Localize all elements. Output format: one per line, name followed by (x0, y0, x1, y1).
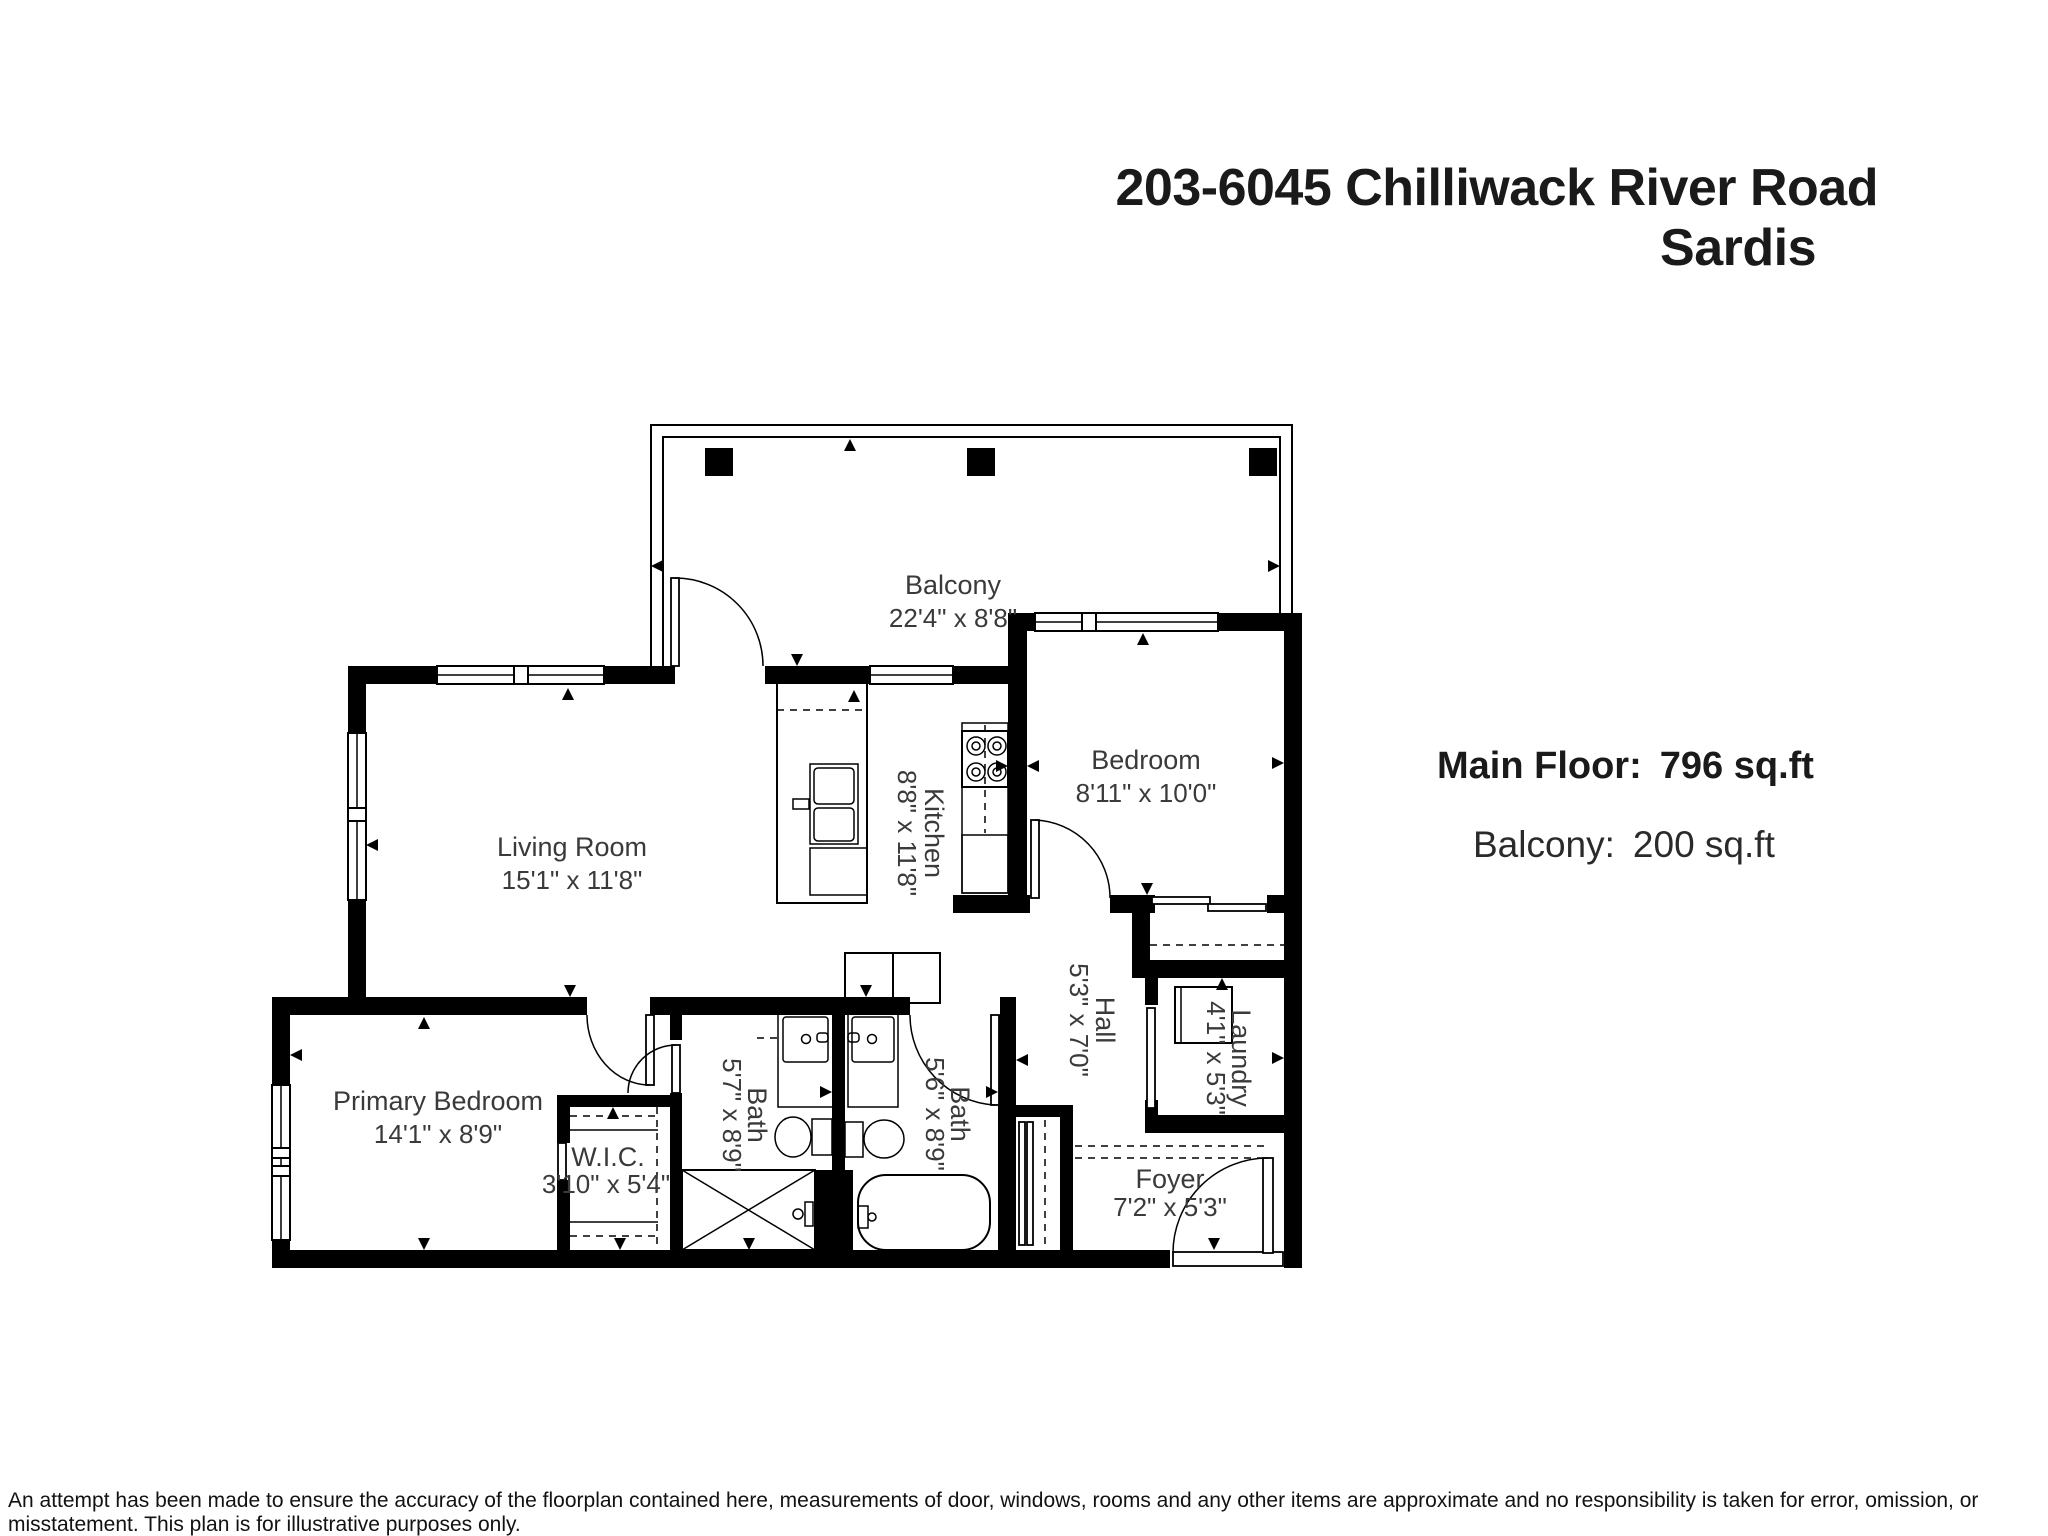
svg-text:Bedroom: Bedroom (1091, 745, 1201, 775)
balcony-label: Balcony: (1473, 824, 1615, 865)
main-floor-value: 796 sq.ft (1659, 745, 1814, 787)
primary-bedroom-window (272, 1085, 290, 1240)
svg-text:Foyer: Foyer (1135, 1164, 1205, 1194)
room-label-living-room (497, 832, 647, 895)
main-floor-area (1437, 745, 1814, 788)
faucet-icon (793, 799, 809, 809)
svg-text:3'10" x 5'4": 3'10" x 5'4" (541, 1169, 671, 1199)
svg-text:Primary Bedroom: Primary Bedroom (332, 1086, 544, 1116)
room-label-bedroom (1076, 745, 1217, 808)
foyer-closet-sliders (1019, 1120, 1045, 1245)
toilet-icon (775, 1117, 832, 1157)
balcony-post (705, 448, 733, 476)
svg-text:8'8" x 11'8": 8'8" x 11'8" (892, 769, 922, 897)
kitchen-counter (962, 723, 1008, 893)
balcony-area (1473, 824, 1775, 866)
vanity (848, 1013, 898, 1107)
foyer-dashed-lines (1075, 1146, 1265, 1158)
room-label-bath2 (920, 1057, 975, 1171)
svg-text:5'6" x 8'9": 5'6" x 8'9" (920, 1057, 950, 1171)
room-label-bath1 (717, 1058, 772, 1172)
bedroom-closet-sliders (1152, 897, 1266, 911)
kitchen-window-top (870, 666, 953, 684)
primary-bedroom-door (587, 1015, 654, 1085)
svg-text:5'3" x 7'0": 5'3" x 7'0" (1064, 963, 1094, 1077)
main-floor-label: Main Floor: (1437, 745, 1642, 787)
svg-text:Balcony: Balcony (904, 570, 1002, 600)
svg-text:Laundry: Laundry (1226, 1009, 1256, 1107)
sink-basin (783, 1017, 828, 1062)
living-room-window-top (437, 666, 604, 684)
address-line2: Sardis (1660, 219, 1816, 277)
room-label-foyer (1113, 1164, 1227, 1222)
svg-text:4'1" x 5'3": 4'1" x 5'3" (1201, 1001, 1231, 1115)
toilet-icon (845, 1120, 904, 1158)
svg-text:14'1" x 8'9": 14'1" x 8'9" (373, 1119, 503, 1149)
room-label-balcony (889, 570, 1017, 633)
room-label-hall (1064, 963, 1120, 1077)
balcony-door (671, 578, 763, 666)
svg-text:Hall: Hall (1090, 996, 1120, 1044)
bedroom-door (1031, 820, 1110, 898)
sink-basin (814, 768, 854, 804)
title-block (1116, 158, 1879, 278)
svg-text:W.I.C.: W.I.C. (571, 1142, 645, 1172)
room-label-kitchen (892, 770, 949, 896)
living-room-window-left (348, 733, 366, 900)
bedroom-window (1035, 613, 1218, 631)
sink-basin (814, 808, 854, 841)
faucet-icon (802, 1035, 811, 1044)
faucet-icon (868, 1035, 877, 1044)
svg-text:Living Room: Living Room (496, 832, 648, 862)
kitchen-island (777, 683, 867, 903)
balcony-post (1249, 448, 1277, 476)
svg-text:Kitchen: Kitchen (919, 787, 949, 879)
address-line1: 203-6045 Chilliwack River Road (1115, 159, 1878, 217)
disclaimer-text: An attempt has been made to ensure the accuracy of the floorplan contained here, measurements of door, windows, rooms and any other items are approximate and no responsibility is taken for error, omission, or misstatement. This plan is for illustrative purposes only. (8, 1489, 1979, 1536)
bathtub-icon (858, 1175, 990, 1250)
balcony-value: 200 sq.ft (1632, 824, 1775, 865)
svg-text:8'11" x 10'0": 8'11" x 10'0" (1075, 778, 1217, 808)
svg-text:Bath: Bath (945, 1086, 975, 1142)
svg-text:22'4" x 8'8": 22'4" x 8'8" (888, 603, 1018, 633)
svg-text:15'1" x 11'8": 15'1" x 11'8" (501, 865, 643, 895)
svg-text:Bath: Bath (742, 1087, 772, 1143)
room-label-primary-bedroom (333, 1086, 543, 1149)
room-label-laundry (1201, 1001, 1256, 1115)
svg-text:7'2" x 5'3": 7'2" x 5'3" (1113, 1192, 1227, 1222)
svg-text:5'7" x 8'9": 5'7" x 8'9" (717, 1058, 747, 1172)
balcony-post (967, 448, 995, 476)
hall-pantry-cabinets (845, 953, 940, 1003)
laundry-slider-door (1147, 1008, 1155, 1108)
